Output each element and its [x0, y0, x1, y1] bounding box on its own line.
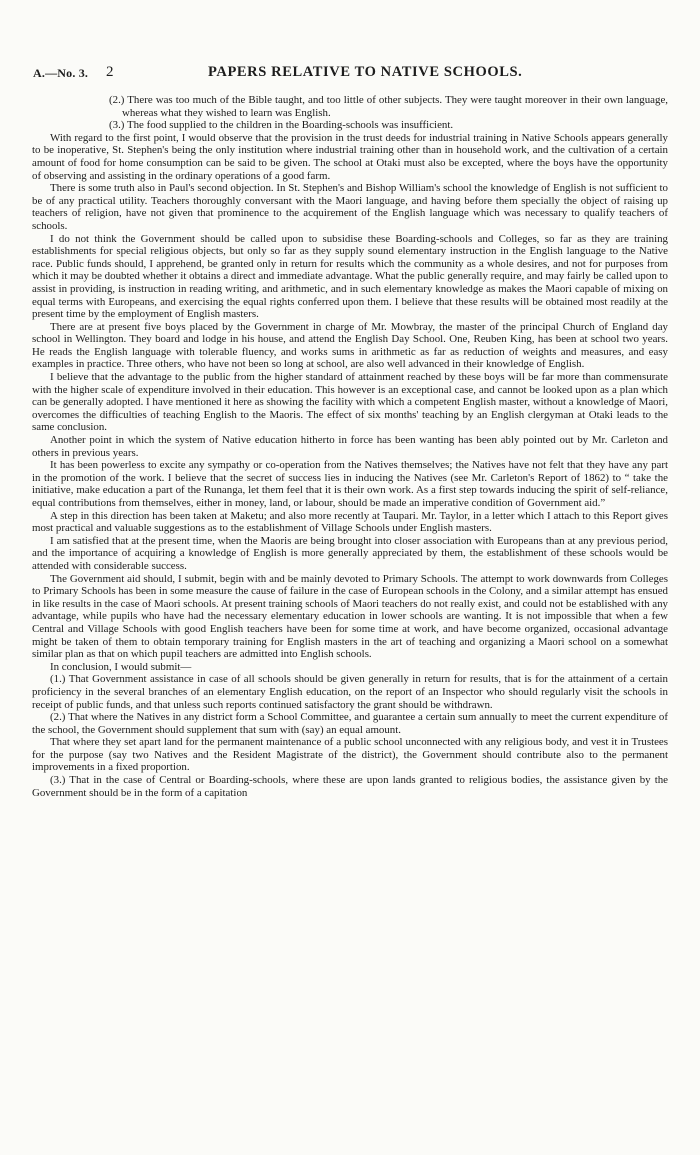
paragraph: With regard to the first point, I would observe that the provision in the trust deeds for industrial training in Native Schools appears generally to be inoperative, St. Stephen's being the only institution where industrial training other than in household work, and the cultivation of a certain amount of food for home consumption can be said to be given. The school at Otaki must also be excepted, where the boys have the opportunity of observing and assisting in the ordinary operations of a good farm. — [32, 131, 668, 182]
paragraph: (3.) The food supplied to the children in the Boarding-schools was insufficient. — [109, 119, 454, 132]
page-number: 2 — [106, 64, 114, 80]
paragraph: I believe that the advantage to the public from the higher standard of attainment reached by these boys will be far more than commensurate with the higher scale of expenditure involved in their education. This however is an exceptional case, and cannot be looked upon as a plan which can be generally adopted. I have mentioned it here as showing the facility with which a competent English master, without a knowledge of Maori, overcomes the difficulties of teaching English to the Maoris. The effect of six months' teaching by an English clergyman at Otaki leads to the same conclusion. — [32, 371, 668, 434]
paper-reference: A.—No. 3. — [33, 66, 89, 80]
paragraph: The Government aid should, I submit, begin with and be mainly devoted to Primary Schools. The attempt to work downwards from Colleges to Primary Schools has been in some measure the cause of failure in the case of European schools in the Colony, and a similar attempt has ensued in like results in the case of Maori schools. At present training schools of Maori teachers do not really exist, and could not be established with any advantage, while pupils who have had the necessary elementary education in lower schools are wanting. It is not impossible that when a few Central and Village Schools with good English teachers have been for some time at work, and have become organized, occasional advantage might be taken of them to obtain temporary training for English masters in the art of teaching and organizing a Maori school on a somewhat similar plan as that on which pupil teachers are admitted into English schools. — [32, 572, 668, 661]
paragraph: I do not think the Government should be called upon to subsidise these Boarding-schools and Colleges, so far as they are training establishments for special religious objects, but only so far as they supply sound elementary instruction in the English language to the Native race. Public funds should, I apprehend, be granted only in return for results which the community as a whole desires, and not for purposes from which it may be doubted whether it obtains a direct and immediate advantage. What the public generally require, and may fairly be called upon to assist in providing, is instruction in reading writing, and arithmetic, and in such elementary knowledge as makes the Maori capable of mixing on equal terms with Europeans, and exercising the equal rights conferred upon them. I believe that these results will be obtained most readily at the present time by the employment of English masters. — [32, 232, 668, 321]
paragraph: (1.) That Government assistance in case of all schools should be given generally in return for results, that is for the attainment of a certain proficiency in the several branches of an elementary English education, on the report of an Inspector who should regularly visit the schools in receipt of public funds, and that unless such reports continued satisfactory the grant should be withdrawn. — [32, 673, 668, 711]
running-title: PAPERS RELATIVE TO NATIVE SCHOOLS. — [208, 64, 523, 80]
running-header — [0, 64, 700, 84]
paragraph: I am satisfied that at the present time, when the Maoris are being brought into closer association with Europeans than at any previous period, and the importance of acquiring a knowledge of English is more generally appreciated by them, the establishment of these schools would be attended with considerable success. — [32, 534, 668, 572]
paragraph: There are at present five boys placed by the Government in charge of Mr. Mowbray, the master of the principal Church of England day school in Wellington. They board and lodge in his house, and attend the English Day School. One, Reuben King, has been at school two years. He reads the English language with tolerable fluency, and works sums in arithmetic as far as reduction of weights and measures, and easy examples in practice. Three others, who have not been so long at school, are also well advanced in their knowledge of English. — [32, 320, 668, 371]
paragraph: A step in this direction has been taken at Maketu; and also more recently at Taupari. Mr. Taylor, in a letter which I attach to this Report gives most practical and valuable suggestions as to the establishment of Village Schools under English masters. — [32, 509, 668, 535]
paragraph: In conclusion, I would submit— — [50, 660, 192, 673]
paragraph: There is some truth also in Paul's second objection. In St. Stephen's and Bishop William's school the knowledge of English is not sufficient to be of any practical utility. Teachers thoroughly conversant with the Maori language, and having before them specially the object of raising up teachers of religion, have not given that prominence to the acquirement of the English language which was necessary to qualify teachers of schools. — [32, 182, 668, 232]
paragraph: (2.) There was too much of the Bible taught, and too little of other subjects. They were taught moreover in their own language, whereas what they wished to learn was English. — [109, 94, 668, 119]
paragraph: (3.) That in the case of Central or Boarding-schools, where these are upon lands granted to religious bodies, the assistance given by the Government should be in the form of a capitation — [32, 774, 668, 799]
paragraph: Another point in which the system of Native education hitherto in force has been wanting has been ably pointed out by Mr. Carleton and others in previous years. — [32, 434, 668, 459]
body-text — [32, 94, 668, 799]
paragraph: It has been powerless to excite any sympathy or co-operation from the Natives themselves; the Natives have not felt that they have any part in the promotion of the work. I believe that the secret of success lies in inducing the Natives (see Mr. Carleton's Report of 1862) to “ take the initiative, make education a part of the Runanga, let them feel that it is their own work. As a first step towards inducing the spirit of self-reliance, equal contributions from themselves, either in money, land, or labour, should be made an imperative condition of Government aid.” — [32, 459, 668, 509]
paragraph: (2.) That where the Natives in any district form a School Committee, and guarantee a certain sum annually to meet the current expenditure of the school, the Government should supplement that sum with (say) an equal amount. — [32, 711, 668, 736]
paragraph: That where they set apart land for the permanent maintenance of a public school unconnected with any religious body, and vest it in Trustees for the purpose (say two Natives and the Resident Magistrate of the district), the Government should contribute also to the permanent improvements in a fixed proportion. — [32, 736, 668, 774]
